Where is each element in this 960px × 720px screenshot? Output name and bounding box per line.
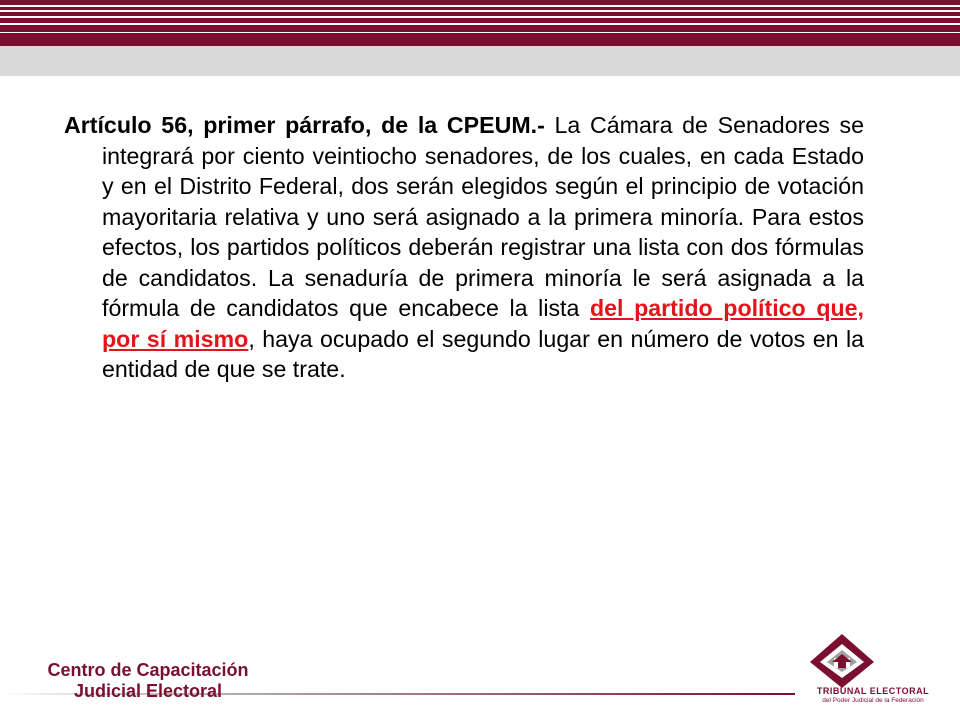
footer-org-line1: Centro de Capacitación [47,660,249,680]
article-text-end: , haya ocupado el segundo lugar en número de votos en la entidad de que se trate. [102,325,864,382]
footer-org-name [28,660,268,702]
logo-name: TRIBUNAL ELECTORAL [816,686,930,696]
header-stripes [0,0,960,46]
footer-org-line2: Judicial Electoral [73,681,223,701]
article-text: La Cámara de Senadores se integrará por ciento veintiocho senadores, de los cuales, en cada Estado y en el Distrito Federal, dos serán elegidos según el principio de votación mayoritaria relativa y uno será asignado a la primera minoría. Para estos efectos, los partidos políticos deberán registrar una lista con dos fórmulas de candidatos. La senaduría de primera minoría le será asignada a la fórmula de candidatos que encabece la lista [102,112,864,321]
article-title: Artículo 56, primer párrafo, de la CPEUM.- [64,112,545,138]
logo-subtitle: del Poder Judicial de la Federación [822,697,924,704]
logo-caption [804,686,942,705]
header-band [0,46,960,76]
article-paragraph [64,110,864,385]
highlighted-phrase: del partido político que, por sí mismo [102,295,864,352]
